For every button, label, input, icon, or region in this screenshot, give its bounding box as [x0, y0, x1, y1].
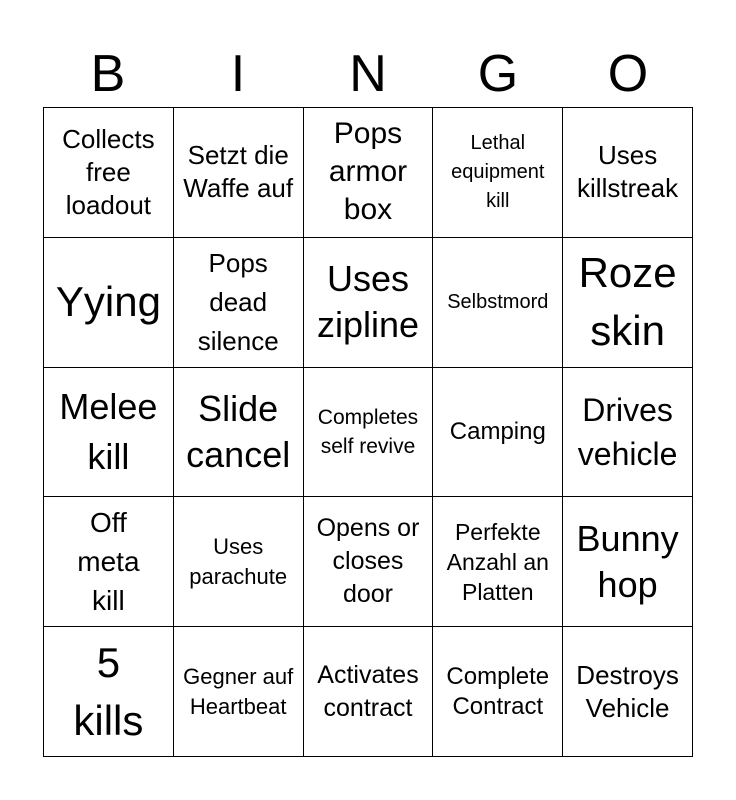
bingo-cell-r3c2[interactable]: [174, 368, 304, 498]
bingo-cell-text: Complete Contract: [446, 662, 550, 720]
bingo-cell-text: Pops armor box: [328, 117, 408, 227]
bingo-cell-r4c5[interactable]: [563, 497, 693, 627]
bingo-cell-r1c5[interactable]: [563, 108, 693, 238]
bingo-cell-r1c2[interactable]: [174, 108, 304, 238]
header-letter-i: I: [230, 45, 246, 103]
bingo-cell-text: Completes self revive: [317, 405, 419, 458]
bingo-cell-r4c1[interactable]: [44, 497, 174, 627]
bingo-cell-r2c2[interactable]: [174, 238, 304, 368]
bingo-cell-r4c4[interactable]: [433, 497, 563, 627]
header-letter-b: B: [90, 45, 126, 103]
bingo-cell-text: Activates contract: [317, 660, 419, 722]
bingo-header: [43, 40, 693, 108]
bingo-cell-r5c4[interactable]: [433, 627, 563, 757]
bingo-cell-text: Uses zipline: [316, 258, 420, 346]
bingo-cell-text: Bunny hop: [576, 517, 679, 605]
bingo-cell-text: Uses parachute: [189, 533, 288, 589]
bingo-cell-text: Lethal equipment kill: [451, 131, 545, 212]
bingo-cell-r3c3[interactable]: [304, 368, 434, 498]
bingo-cell-text: Gegner auf Heartbeat: [183, 663, 294, 719]
bingo-cell-r3c5[interactable]: [563, 368, 693, 498]
bingo-cell-r5c2[interactable]: [174, 627, 304, 757]
bingo-cell-text: Destroys Vehicle: [576, 659, 679, 723]
bingo-cell-text: Camping: [449, 417, 546, 445]
bingo-cell-text: Yying: [55, 278, 161, 326]
bingo-cell-text: Uses killstreak: [577, 140, 679, 204]
header-letter-g: G: [477, 45, 519, 103]
bingo-cell-text: Drives vehicle: [577, 391, 678, 472]
bingo-cell-r4c2[interactable]: [174, 497, 304, 627]
bingo-cell-text: Slide cancel: [186, 387, 291, 475]
header-letter-n: N: [349, 45, 387, 103]
bingo-cell-text: Off meta kill: [77, 507, 140, 617]
bingo-cell-r5c5[interactable]: [563, 627, 693, 757]
bingo-grid: [43, 107, 693, 757]
bingo-cell-r1c1[interactable]: [44, 108, 174, 238]
bingo-cell-r5c3[interactable]: [304, 627, 434, 757]
bingo-cell-r4c3[interactable]: [304, 497, 434, 627]
bingo-cell-text: Opens or closes door: [316, 514, 420, 609]
bingo-cell-text: Setzt die Waffe auf: [183, 140, 294, 204]
bingo-cell-text: Pops dead silence: [197, 247, 279, 356]
bingo-cell-text: Selbstmord: [447, 291, 549, 314]
bingo-cell-text: 5 kills: [73, 638, 144, 744]
bingo-cell-r1c3[interactable]: [304, 108, 434, 238]
bingo-cell-text: Melee kill: [59, 385, 158, 477]
bingo-cell-r2c4[interactable]: [433, 238, 563, 368]
bingo-cell-text: Perfekte Anzahl an Platten: [446, 518, 549, 605]
bingo-cell-r2c5[interactable]: [563, 238, 693, 368]
bingo-cell-r3c1[interactable]: [44, 368, 174, 498]
bingo-cell-r3c4[interactable]: [433, 368, 563, 498]
bingo-cell-r5c1[interactable]: [44, 627, 174, 757]
bingo-cell-r2c3[interactable]: [304, 238, 434, 368]
bingo-cell-r2c1[interactable]: [44, 238, 174, 368]
bingo-cell-r1c4[interactable]: [433, 108, 563, 238]
header-letter-o: O: [607, 45, 649, 103]
bingo-cell-text: Roze skin: [578, 249, 677, 355]
bingo-cell-text: Collects free loadout: [62, 123, 155, 220]
